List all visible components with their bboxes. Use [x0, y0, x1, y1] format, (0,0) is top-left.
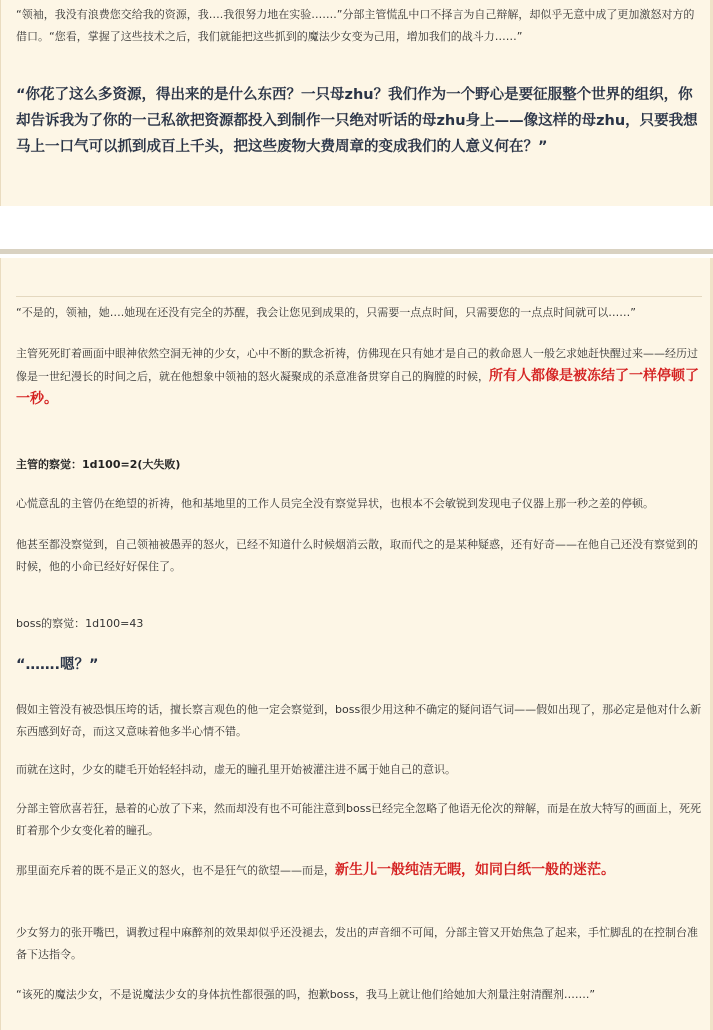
paragraph: 少女努力的张开嘴巴，调教过程中麻醉剂的效果却似乎还没褪去，发出的声音细不可闻，分部主管又开始焦急了起来，手忙脚乱的在控制台准备下达指令。	[16, 926, 698, 961]
paragraph-text: 主管死死盯着画面中眼神依然空洞无神的少女，心中不断的默念祈祷，仿佛现在只有她才是自己的救命恩人一般乞求她赶快醒过来——经历过像是一世纪漫长的时间之后，就在他想象中领袖的怒火凝聚成的杀意准备贯穿自己的胸膛的时候，	[16, 347, 698, 383]
paragraph: 而就在这时，少女的睫毛开始轻轻抖动，虚无的瞳孔里开始被灌注进不属于她自己的意识。	[16, 763, 456, 776]
paragraph: “领袖，我没有浪费您交给我的资源，我….我很努力地在实验…….”分部主管慌乱中口不择言为自己辩解，却似乎无意中成了更加激怒对方的借口。“您看，掌握了这些技术之后，我们就能把这些抓到的魔法少女变为己用，增加我们的战斗力……”	[16, 8, 695, 43]
paragraph-with-highlight	[16, 859, 702, 882]
highlight-text: 所有人都像是被冻结了一样停顿了一秒。	[16, 368, 699, 407]
page-gap-divider	[0, 249, 713, 254]
roll-result: 主管的察觉：1d100=2(大失败)	[16, 458, 181, 471]
paragraph: 他甚至都没察觉到，自己领袖被愚弄的怒火，已经不知道什么时候烟消云散，取而代之的是某种疑惑，还有好奇——在他自己还没有察觉到的时候，他的小命已经好好保住了。	[16, 538, 698, 573]
paragraph: “不是的，领袖，她….她现在还没有完全的苏醒，我会让您见到成果的，只需要一点点时间，只需要您的一点点时间就可以……”	[16, 306, 636, 319]
divider	[16, 296, 702, 297]
paragraph-with-highlight	[16, 343, 702, 411]
paragraph: “该死的魔法少女，不是说魔法少女的身体抗性都很强的吗，抱歉boss，我马上就让他们给她加大剂量注射清醒剂…….”	[16, 988, 596, 1001]
highlight-text: 新生儿一般纯洁无暇，如同白纸一般的迷茫。	[335, 862, 615, 878]
roll-result: boss的察觉：1d100=43	[16, 617, 144, 630]
paragraph-text: 那里面充斥着的既不是正义的怒火，也不是狂气的欲望——而是，	[16, 864, 335, 877]
dialogue: “…….嗯？”	[16, 657, 99, 673]
paragraph: 假如主管没有被恐惧压垮的话，擅长察言观色的他一定会察觉到，boss很少用这种不确定的疑问语气词——假如出现了，那必定是他对什么新东西感到好奇，而这又意味着他多半心情不错。	[16, 703, 702, 738]
paragraph: 分部主管欣喜若狂，悬着的心放了下来，然而却没有也不可能注意到boss已经完全忽略了他语无伦次的辩解，而是在放大特写的画面上，死死盯着那个少女变化着的瞳孔。	[16, 802, 702, 837]
paragraph: 心慌意乱的主管仍在绝望的祈祷，他和基地里的工作人员完全没有察觉异状，也根本不会敏锐到发现电子仪器上那一秒之差的停顿。	[16, 497, 654, 510]
bold-paragraph: “你花了这么多资源，得出来的是什么东西？一只母zhu？我们作为一个野心是要征服整个世界的组织，你却告诉我为了你的一己私欲把资源都投入到制作一只绝对听话的母zhu身上——像这样的母zhu，只要我想马上一口气可以抓到成百上千头，把这些废物大费周章的变成我们的人意义何在？”	[16, 87, 698, 155]
